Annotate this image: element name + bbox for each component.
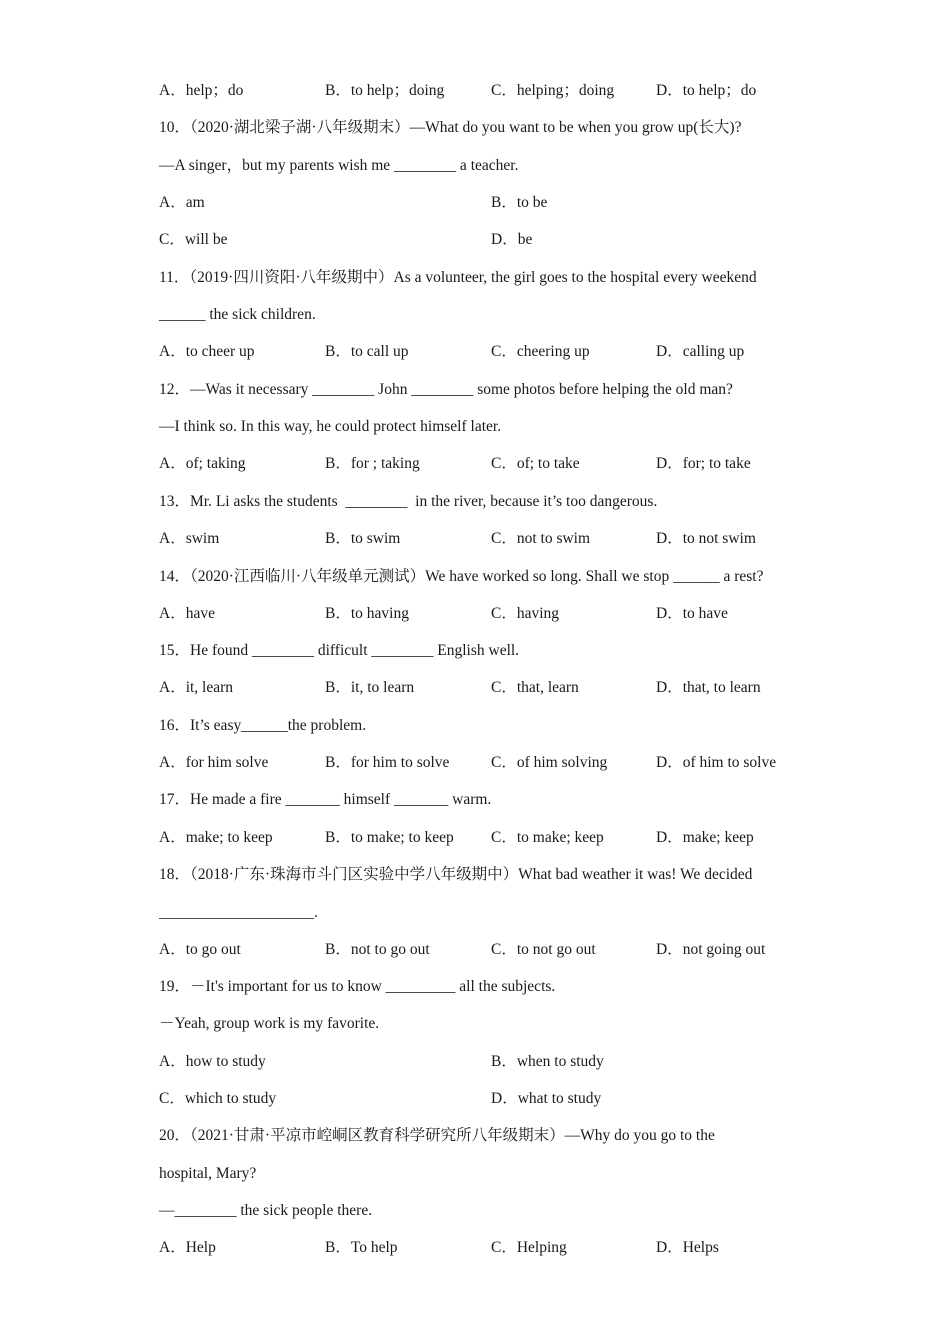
option-b: B．to call up: [325, 343, 409, 360]
option-a: A．swim: [159, 530, 220, 547]
option-c: C．having: [491, 605, 560, 622]
option-d: D．what to study: [491, 1090, 602, 1107]
option-d: D．to help；do: [656, 82, 757, 99]
option-b: B．To help: [325, 1239, 398, 1256]
option-a: A．help；do: [159, 82, 244, 99]
option-a: A．make; to keep: [159, 829, 273, 846]
question-stem: 20．（2021·甘肃·平凉市崆峒区教育科学研究所八年级期末）—Why do you go to the: [159, 1127, 715, 1144]
option-b: B．to be: [491, 194, 548, 211]
option-d: D．calling up: [656, 343, 745, 360]
option-a: A．how to study: [159, 1053, 266, 1070]
option-a: A．am: [159, 194, 205, 211]
option-c: C．not to swim: [491, 530, 591, 547]
question-stem-continued: ______ the sick children.: [159, 306, 316, 323]
option-c: C．which to study: [159, 1090, 277, 1107]
option-b: B．to having: [325, 605, 409, 622]
question-stem: 11．（2019·四川资阳·八年级期中）As a volunteer, the girl goes to the hospital every weekend: [159, 269, 757, 286]
question-reply: —A singer，but my parents wish me ________ a teacher.: [159, 157, 519, 174]
question-stem: 12．—Was it necessary ________ John ________ some photos before helping the old man?: [159, 381, 733, 398]
option-a: A．have: [159, 605, 215, 622]
question-stem: 17．He made a fire _______ himself _______ warm.: [159, 791, 492, 808]
option-c: C．of him solving: [491, 754, 608, 771]
option-d: D．for; to take: [656, 455, 751, 472]
question-reply: －Yeah, group work is my favorite.: [159, 1015, 380, 1032]
option-b: B．not to go out: [325, 941, 430, 958]
question-stem: 19．－It's important for us to know _________ all the subjects.: [159, 978, 556, 995]
question-reply: —I think so. In this way, he could protect himself later.: [159, 418, 502, 435]
option-a: A．for him solve: [159, 754, 269, 771]
option-c: C．helping；doing: [491, 82, 615, 99]
option-c: C．cheering up: [491, 343, 590, 360]
option-d: D．make; keep: [656, 829, 754, 846]
option-d: D．to have: [656, 605, 728, 622]
option-b: B．it, to learn: [325, 679, 415, 696]
question-stem: 18．（2018·广东·珠海市斗门区实验中学八年级期中）What bad weather it was! We decided: [159, 866, 753, 883]
option-a: A．Help: [159, 1239, 216, 1256]
option-b: B．to swim: [325, 530, 401, 547]
option-d: D．not going out: [656, 941, 766, 958]
question-stem: 15．He found ________ difficult ________ English well.: [159, 642, 520, 659]
option-a: A．to go out: [159, 941, 241, 958]
option-b: B．for him to solve: [325, 754, 450, 771]
question-stem-continued: hospital, Mary?: [159, 1165, 257, 1182]
option-d: D．be: [491, 231, 533, 248]
option-b: B．to help；doing: [325, 82, 445, 99]
option-c: C．of; to take: [491, 455, 580, 472]
option-a: A．to cheer up: [159, 343, 255, 360]
option-d: D．to not swim: [656, 530, 756, 547]
option-c: C．to not go out: [491, 941, 596, 958]
option-a: A．of; taking: [159, 455, 246, 472]
option-d: D．that, to learn: [656, 679, 761, 696]
option-b: B．for ; taking: [325, 455, 420, 472]
question-stem: 16．It’s easy______the problem.: [159, 717, 367, 734]
question-stem: 10．（2020·湖北梁子湖·八年级期末）—What do you want to be when you grow up(长大)?: [159, 119, 742, 136]
option-c: C．Helping: [491, 1239, 567, 1256]
option-c: C．to make; keep: [491, 829, 604, 846]
option-c: C．that, learn: [491, 679, 579, 696]
question-stem-continued: ____________________.: [159, 904, 318, 921]
option-b: B．to make; to keep: [325, 829, 454, 846]
question-stem: 14．（2020·江西临川·八年级单元测试）We have worked so long. Shall we stop ______ a rest?: [159, 568, 764, 585]
option-d: D．Helps: [656, 1239, 719, 1256]
question-stem: 13．Mr. Li asks the students ________ in the river, because it’s too dangerous.: [159, 493, 658, 510]
option-c: C．will be: [159, 231, 228, 248]
option-a: A．it, learn: [159, 679, 234, 696]
option-d: D．of him to solve: [656, 754, 777, 771]
question-reply: —________ the sick people there.: [159, 1202, 373, 1219]
option-b: B．when to study: [491, 1053, 604, 1070]
